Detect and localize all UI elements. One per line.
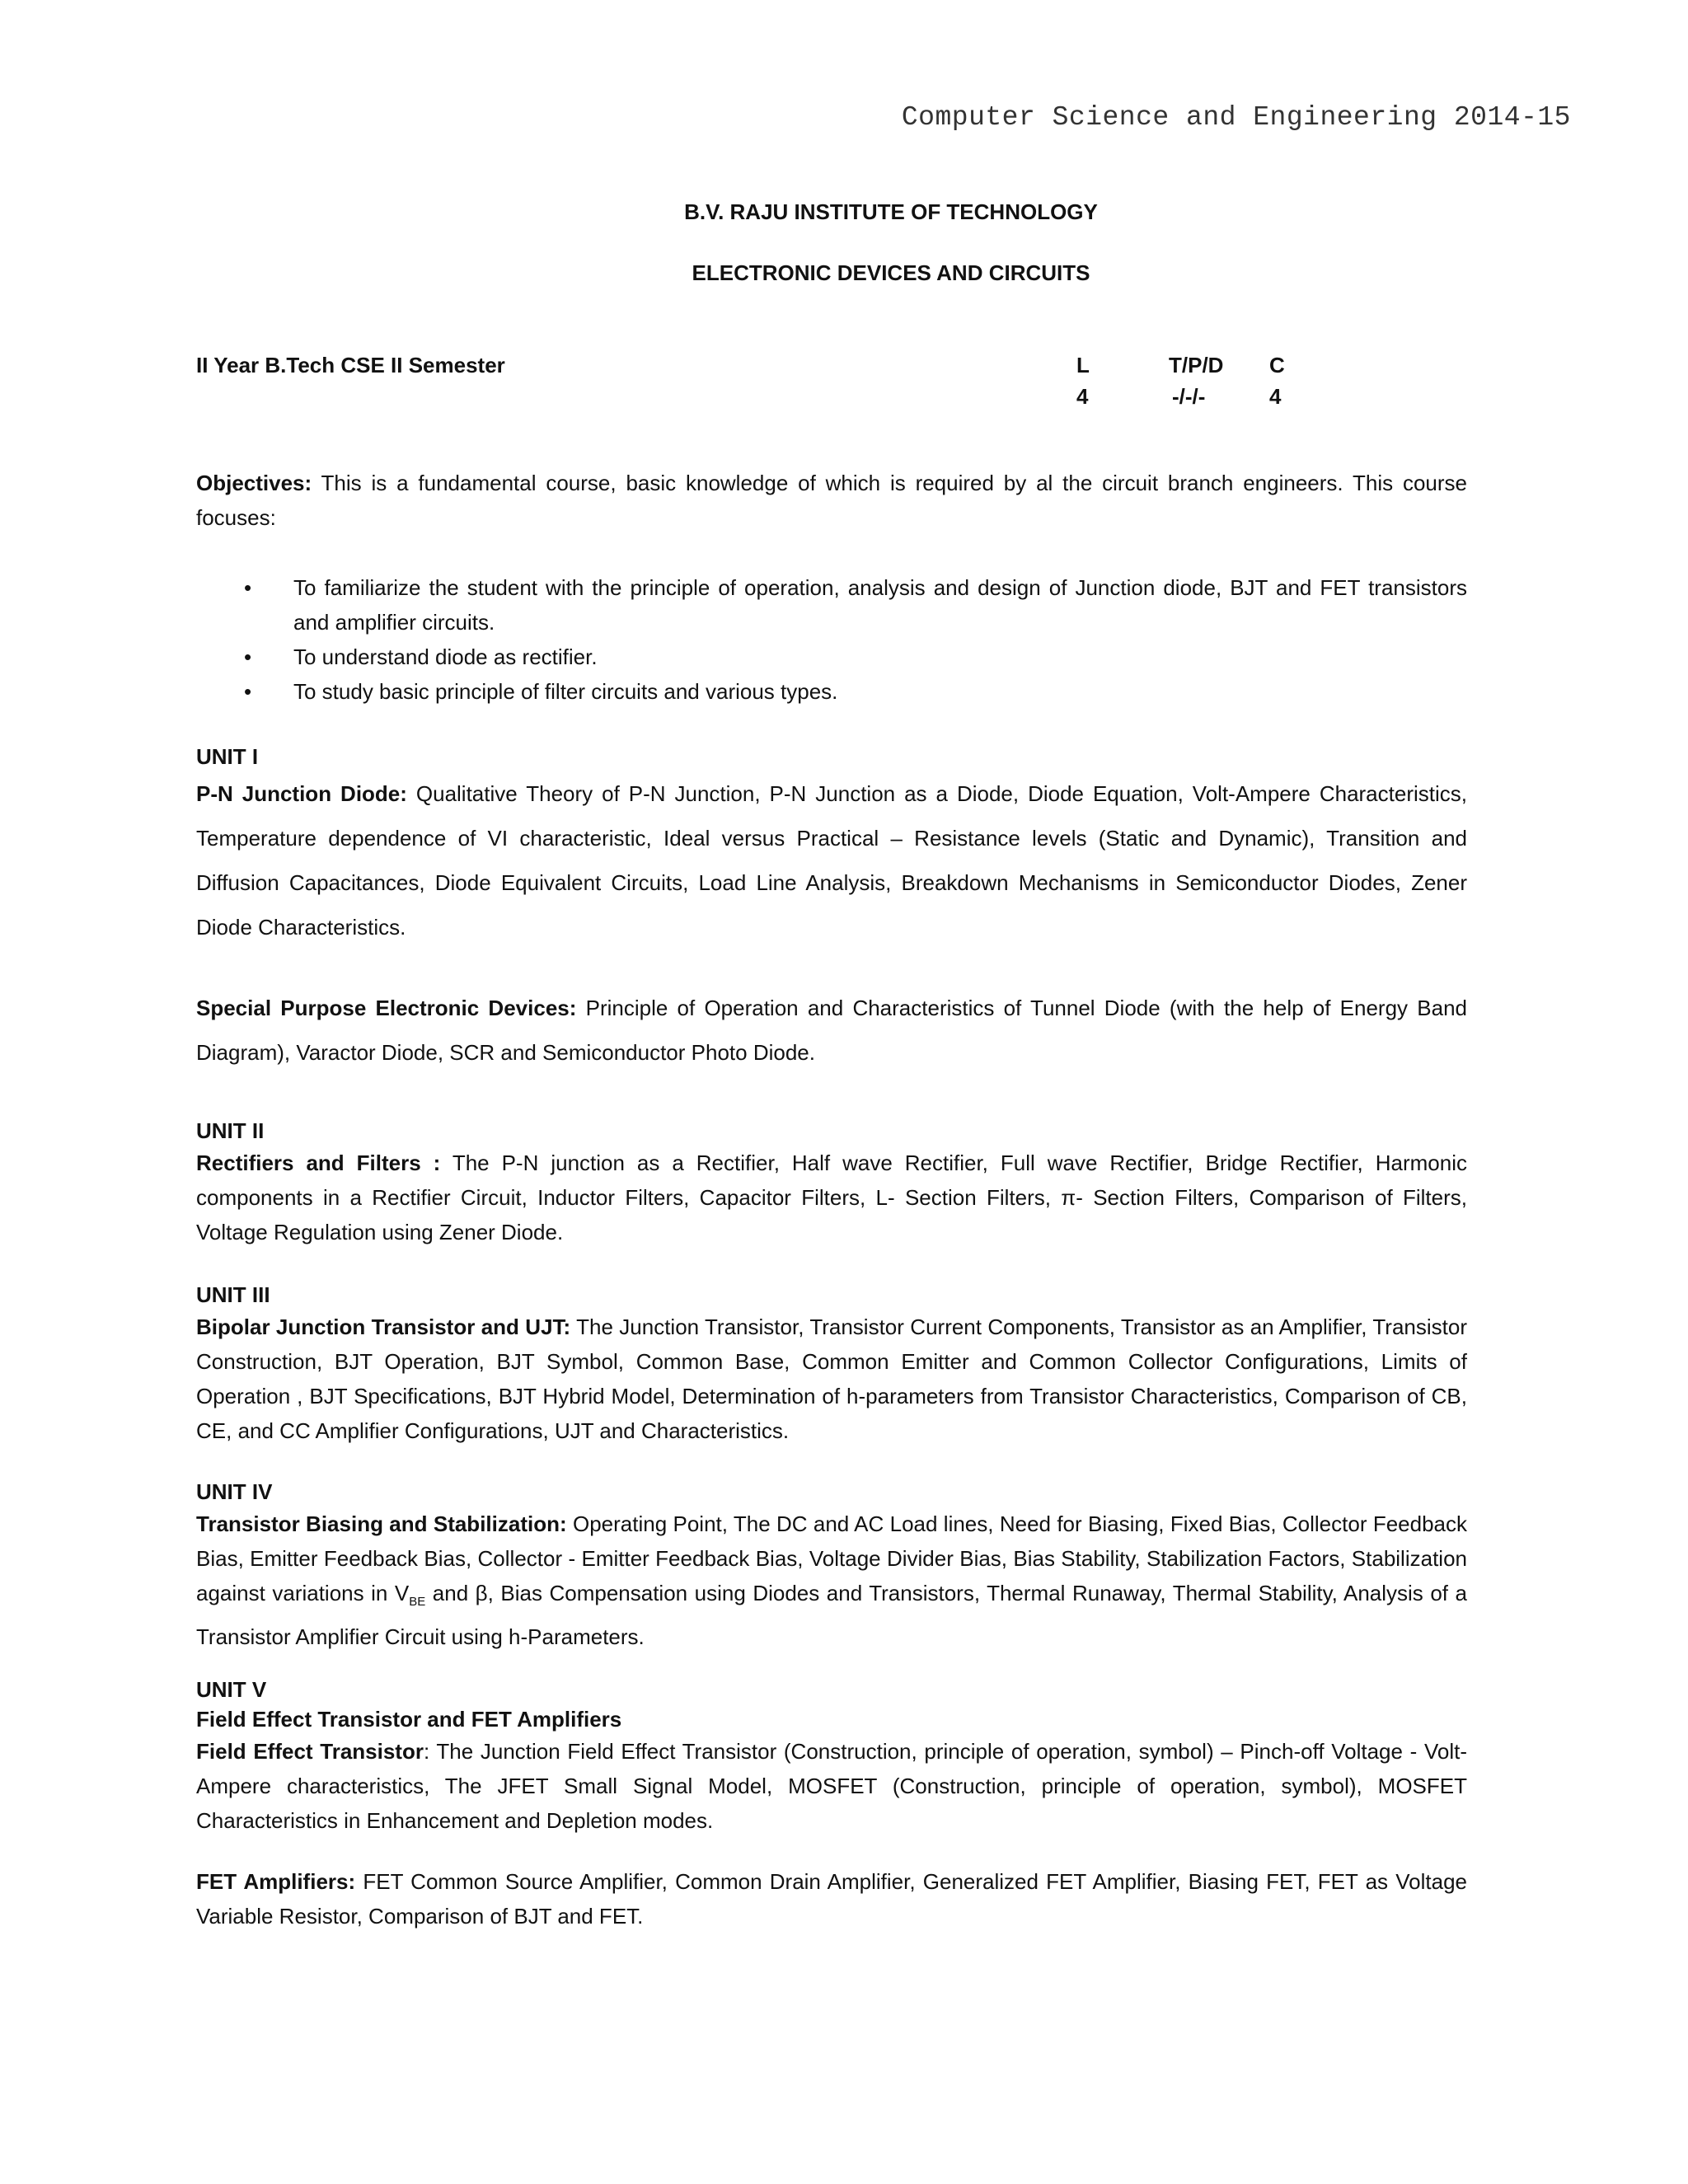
bullet-icon: • bbox=[244, 679, 252, 704]
credits-l-value: 4 bbox=[1076, 384, 1089, 409]
bullet-icon: • bbox=[244, 644, 252, 669]
unit-4-subscript: BE bbox=[409, 1595, 426, 1610]
unit-3-section bbox=[196, 1280, 1467, 1448]
objectives-list bbox=[196, 570, 1467, 709]
unit-1-paragraph-1 bbox=[196, 771, 1467, 949]
course-title: ELECTRONIC DEVICES AND CIRCUITS bbox=[692, 260, 1090, 285]
credits-table bbox=[1076, 348, 1340, 422]
unit-4-text-a: Operating Point, The DC and AC Load lines, Need for Biasing, Fixed Bias, Collector Feedback Bias, Emitter Feedback Bias, Collector - Emitter Feedback Bias, Voltage Divider Bias, Bias Stability, Stabilization Factors, Stabilization against variations in V bbox=[196, 1511, 1467, 1605]
credits-tpd-value: -/-/- bbox=[1172, 384, 1206, 409]
unit-1-text-1: Qualitative Theory of P-N Junction, P-N Junction as a Diode, Diode Equation, Volt-Ampere Characteristics, Temperature dependence of VI characteristic, Ideal versus Practical – Resistance levels (Static and Dynamic), Transition and Diffusion Capacitances, Diode Equivalent Circuits, Load Line Analysis, Breakdown Mechanisms in Semiconductor Diodes, Zener Diode Characteristics. bbox=[196, 781, 1467, 940]
credits-c-value: 4 bbox=[1269, 384, 1282, 409]
unit-3-title: UNIT III bbox=[196, 1282, 270, 1307]
objectives-label: Objectives: bbox=[196, 471, 312, 495]
unit-1-text-2: Principle of Operation and Characteristics of Tunnel Diode (with the help of Energy Band Diagram), Varactor Diode, SCR and Semiconductor Photo Diode. bbox=[196, 996, 1467, 1065]
unit-5-paragraph-2 bbox=[196, 1864, 1467, 1933]
unit-5-text-2: FET Common Source Amplifier, Common Drain Amplifier, Generalized FET Amplifier, Biasing FET, FET as Voltage Variable Resistor, Comparison of BJT and FET. bbox=[196, 1869, 1467, 1929]
unit-2-section bbox=[196, 1116, 1467, 1249]
credits-tpd-label: T/P/D bbox=[1169, 353, 1224, 377]
unit-5-title: UNIT V bbox=[196, 1677, 267, 1702]
unit-2-paragraph bbox=[196, 1146, 1467, 1249]
page-header-department: Computer Science and Engineering 2014-15 bbox=[901, 102, 1571, 133]
unit-1-title: UNIT I bbox=[196, 744, 259, 769]
unit-1-section bbox=[196, 742, 1467, 949]
unit-5-label-2: FET Amplifiers: bbox=[196, 1869, 356, 1894]
unit-3-paragraph bbox=[196, 1310, 1467, 1448]
unit-5-text-1: : The Junction Field Effect Transistor (Construction, principle of operation, symbol) – Pinch-off Voltage - Volt-Ampere characteristics, The JFET Small Signal Model, MOSFET (Construction, principle of operation, symbol), MOSFET Characteristics in Enhancement and Depletion modes. bbox=[196, 1739, 1467, 1833]
unit-5-paragraph-1 bbox=[196, 1734, 1467, 1838]
credits-c-label: C bbox=[1269, 353, 1285, 377]
unit-4-section bbox=[196, 1477, 1467, 1654]
list-item: • To familiarize the student with the principle of operation, analysis and design of Junction diode, BJT and FET transistors and amplifier circuits. bbox=[196, 570, 1467, 640]
unit-2-label: Rectifiers and Filters : bbox=[196, 1151, 441, 1175]
bullet-icon: • bbox=[244, 575, 252, 600]
unit-2-text: The P-N junction as a Rectifier, Half wave Rectifier, Full wave Rectifier, Bridge Rectifier, Harmonic components in a Rectifier Circuit, Inductor Filters, Capacitor Filters, L- Section Filters, π- Section Filters, Comparison of Filters, Voltage Regulation using Zener Diode. bbox=[196, 1151, 1467, 1244]
unit-5-label-1: Field Effect Transistor bbox=[196, 1739, 424, 1764]
credits-l-label: L bbox=[1076, 353, 1090, 377]
objectives-text: This is a fundamental course, basic knowledge of which is required by al the circuit branch engineers. This course focuses: bbox=[196, 471, 1467, 530]
unit-4-title: UNIT IV bbox=[196, 1479, 273, 1504]
unit-1-label-1: P-N Junction Diode: bbox=[196, 781, 407, 806]
unit-4-paragraph bbox=[196, 1507, 1467, 1654]
unit-5-subtitle: Field Effect Transistor and FET Amplifiers bbox=[196, 1707, 622, 1732]
unit-1-paragraph-2 bbox=[196, 986, 1467, 1075]
institute-title: B.V. RAJU INSTITUTE OF TECHNOLOGY bbox=[684, 199, 1098, 224]
objectives-paragraph bbox=[196, 466, 1467, 535]
unit-1-label-2: Special Purpose Electronic Devices: bbox=[196, 996, 577, 1020]
unit-4-text-b: and β, Bias Compensation using Diodes and Transistors, Thermal Runaway, Thermal Stability, Analysis of a Transistor Amplifier Circuit using h-Parameters. bbox=[196, 1581, 1467, 1650]
unit-4-label: Transistor Biasing and Stabilization: bbox=[196, 1511, 567, 1536]
list-item: • To study basic principle of filter circuits and various types. bbox=[196, 674, 1467, 709]
unit-5-section bbox=[196, 1675, 1467, 1838]
unit-3-text: The Junction Transistor, Transistor Current Components, Transistor as an Amplifier, Transistor Construction, BJT Operation, BJT Symbol, Common Base, Common Emitter and Common Collector Configurations, Limits of Operation , BJT Specifications, BJT Hybrid Model, Determination of h-parameters from Transistor Characteristics, Comparison of CB, CE, and CC Amplifier Configurations, UJT and Characteristics. bbox=[196, 1315, 1467, 1443]
unit-2-title: UNIT II bbox=[196, 1118, 265, 1143]
unit-3-label: Bipolar Junction Transistor and UJT: bbox=[196, 1315, 571, 1339]
list-item: • To understand diode as rectifier. bbox=[196, 640, 1467, 674]
year-semester: II Year B.Tech CSE II Semester bbox=[196, 353, 505, 377]
